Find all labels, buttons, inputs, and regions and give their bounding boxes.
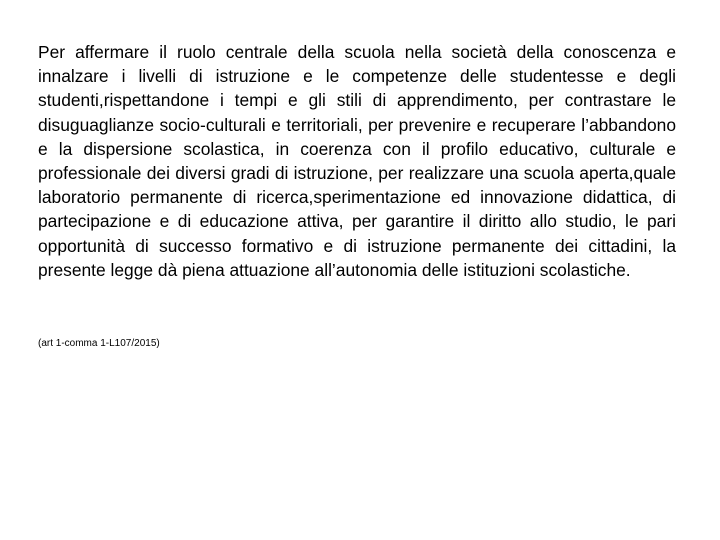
- law-article-text: Per affermare il ruolo centrale della scuola nella società della conoscenza e innalzare i livelli di istruzione e le competenze delle studentesse e degli studenti,rispettandone i tempi e gli stili di apprendimento, per contrastare le disuguaglianze socio-culturali e territoriali, per prevenire e recuperare l’abbandono e la dispersione scolastica, in coerenza con il profilo educativo, culturale e professionale dei diversi gradi di istruzione, per realizzare una scuola aperta,quale laboratorio permanente di ricerca,sperimentazione ed innovazione didattica, di partecipazione e di educazione attiva, per garantire il diritto allo studio, le pari opportunità di successo formativo e di istruzione permanente dei cittadini, la presente legge dà piena attuazione all’autonomia delle istituzioni scolastiche.: [38, 42, 676, 280]
- law-citation: (art 1-comma 1-L107/2015): [38, 338, 160, 349]
